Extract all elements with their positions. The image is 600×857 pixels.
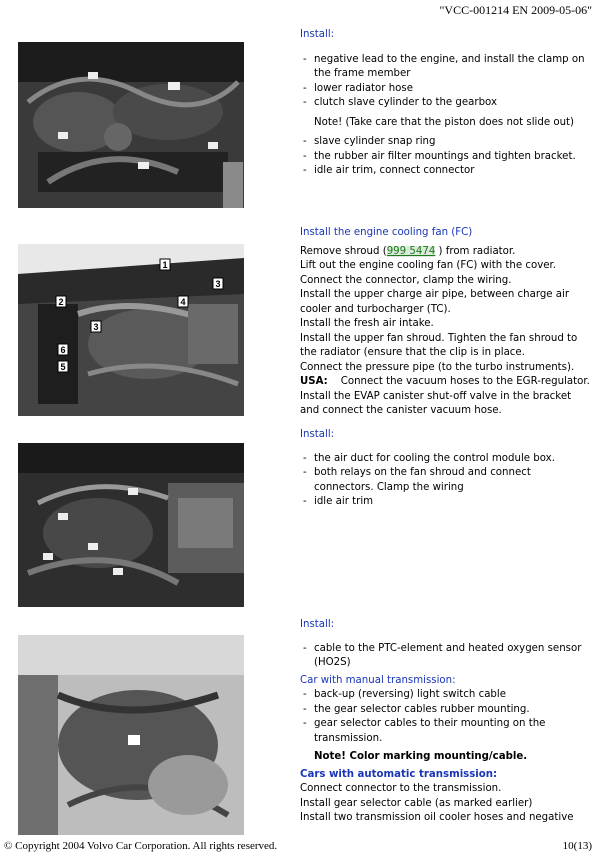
callout-label-1 <box>160 259 170 270</box>
callout-label-3 <box>213 278 223 289</box>
install-list <box>300 642 590 671</box>
list-item: - the rubber air filter mountings and tighten bracket. <box>300 150 590 165</box>
svg-text:6: 6 <box>60 345 66 355</box>
section-install-4 <box>300 618 590 826</box>
install-list <box>300 452 590 510</box>
section-heading: Install: <box>300 29 335 40</box>
usa-paragraph <box>300 375 590 390</box>
svg-text:4: 4 <box>180 297 186 307</box>
usa-label: USA: <box>300 376 328 387</box>
engine-photo-3 <box>18 443 244 607</box>
engine-photo-4 <box>18 635 244 835</box>
paragraph: Install two transmission oil cooler hoses and negative <box>300 812 574 823</box>
callout-label-4 <box>178 296 188 307</box>
text: ) from radiator. <box>435 245 516 257</box>
svg-text:3: 3 <box>215 279 221 289</box>
text: Connect the vacuum hoses to the EGR-regulator. <box>340 376 590 387</box>
list-item: - both relays on the fan shroud and connect connectors. Clamp the wiring <box>300 466 590 495</box>
install-list <box>300 53 590 111</box>
svg-text:1: 1 <box>162 260 168 270</box>
callout-label-2 <box>56 296 66 307</box>
list-item: - gear selector cables to their mounting on the transmission. <box>300 717 590 746</box>
note: Note! (Take care that the piston does not slide out) <box>314 116 574 128</box>
text: Remove shroud ( <box>300 245 387 257</box>
paragraph: Connect the pressure pipe (to the turbo instruments). <box>300 361 575 373</box>
paragraph: Connect the connector, clamp the wiring. <box>300 274 512 286</box>
list-item: - idle air trim <box>300 495 590 510</box>
list-item: - back-up (reversing) light switch cable <box>300 688 590 703</box>
list-item: - the gear selector cables rubber mounting. <box>300 703 590 718</box>
tool-link[interactable]: 999 5474 <box>386 245 436 257</box>
section-heading: Install: <box>300 429 335 440</box>
callout-label-6 <box>58 344 68 355</box>
document-id: "VCC-001214 EN 2009-05-06" <box>439 3 592 17</box>
list-item: - slave cylinder snap ring <box>300 135 590 150</box>
section-heading: Install: <box>300 619 335 630</box>
callout-label-5 <box>58 361 68 372</box>
page-number: 10(13) <box>562 840 592 852</box>
paragraph: Install the EVAP canister shut-off valve in the bracket and connect the canister vacuum hose. <box>300 390 572 416</box>
paragraph: Install the upper charge air pipe, between charge air cooler and turbocharger (TC). <box>300 289 570 315</box>
note: Note! Color marking mounting/cable. <box>314 751 528 762</box>
list-item: - idle air trim, connect connector <box>300 164 590 179</box>
paragraph: Install the upper fan shroud. Tighten the fan shroud to the radiator (ensure that the clip is in place. <box>300 332 578 358</box>
svg-text:2: 2 <box>58 297 64 307</box>
list-item: - the air duct for cooling the control module box. <box>300 452 590 467</box>
section-heading: Install the engine cooling fan (FC) <box>300 227 473 238</box>
paragraph: Connect connector to the transmission. <box>300 783 502 794</box>
paragraph <box>300 245 590 260</box>
svg-text:5: 5 <box>60 362 66 372</box>
manual-heading: Car with manual transmission: <box>300 674 456 686</box>
paragraph: Install the fresh air intake. <box>300 318 434 329</box>
auto-heading: Cars with automatic transmission: <box>300 768 498 780</box>
paragraph: Lift out the engine cooling fan (FC) with the cover. <box>300 260 557 271</box>
engine-photo-2 <box>18 244 244 416</box>
list-item: - clutch slave cylinder to the gearbox <box>300 96 590 111</box>
list-item: - cable to the PTC-element and heated oxygen sensor (HO2S) <box>300 642 590 671</box>
section-install-1 <box>300 28 590 179</box>
engine-photo-1 <box>18 42 244 208</box>
section-cooling-fan <box>300 226 590 419</box>
install-list-2 <box>300 135 590 179</box>
list-item: - negative lead to the engine, and install the clamp on the frame member <box>300 53 590 82</box>
svg-text:3: 3 <box>93 322 99 332</box>
list-item: - lower radiator hose <box>300 82 590 97</box>
manual-list <box>300 688 590 746</box>
callout-label-3b <box>91 321 101 332</box>
section-install-3 <box>300 428 590 510</box>
paragraph: Install gear selector cable (as marked earlier) <box>300 797 533 809</box>
copyright: © Copyright 2004 Volvo Car Corporation. All rights reserved. <box>4 840 278 852</box>
